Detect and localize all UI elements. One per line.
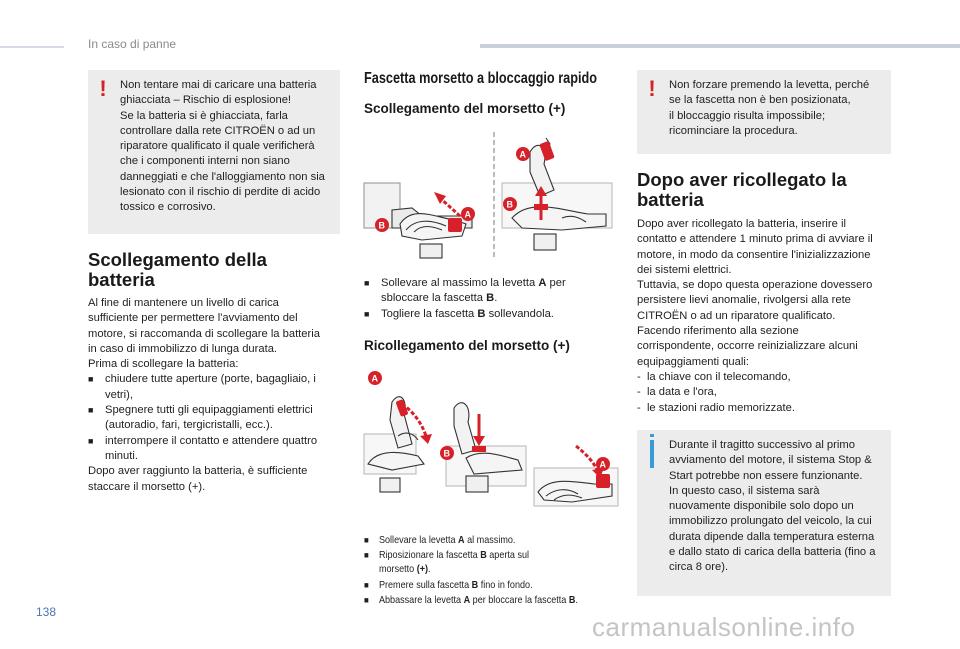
text-line: il bloccaggio risulta impossibile; <box>669 109 826 122</box>
subtitle-reconnect-clamp: Ricollegamento del morsetto (+) <box>364 338 570 353</box>
svg-text:B: B <box>506 199 513 210</box>
disconnect-steps: ■ Sollevare al massimo la levetta A per sbloccare la fascetta B. ■ Togliere la fascetta B sollevandola. <box>364 276 618 322</box>
watermark: carmanualsonline.info <box>592 612 856 642</box>
bullet-icon: ■ <box>364 535 369 545</box>
warning-icon: ! <box>99 76 107 101</box>
list-item: ■ Spegnere tutti gli equipaggiamenti elettrici <box>88 403 340 418</box>
disconnect-battery-text: Al fine di mantenere un livello di carica sufficiente per permettere l'avviamento del motore, si raccomanda di scollegare la batteria in caso di immobilizzo di lunga durata. Prima di scollegare la batteria: ■ chiudere tutte aperture (porte, bagagliaio, i vetri), ■ Spegnere tutti gli equipaggiamenti elettrici (autoradio, fari, tergicristalli, ecc.). ■ interrompere il contatto e attendere quattro minuti. Dopo aver raggiunto la batteria, è sufficiente staccare il morsetto (+). <box>88 296 340 495</box>
svg-text:A: A <box>519 149 526 160</box>
bullet-icon: ■ <box>364 308 370 319</box>
list-item: ■ chiudere tutte aperture (porte, bagagliaio, i <box>88 372 340 387</box>
info-box-stop-start <box>637 430 891 596</box>
text-line: - la data e l'ora, <box>637 386 717 399</box>
list-item: ■ Riposizionare la fascetta B aperta sul <box>364 550 530 562</box>
list-item: ■ interrompere il contatto e attendere quattro <box>88 434 340 449</box>
svg-text:B: B <box>378 220 385 231</box>
list-item: ■ Sollevare la levetta A al massimo. <box>364 535 516 546</box>
svg-text:B: B <box>443 448 450 459</box>
text-line: Non tentare mai di caricare una batteria <box>120 79 317 91</box>
section-header: In caso di panne <box>88 37 177 51</box>
warning-text <box>669 78 881 139</box>
text-line: equipaggiamenti quali: <box>637 355 749 368</box>
text-line: riparatore qualificato il quale verificherà <box>120 140 315 153</box>
text-line: avviamento del motore, il sistema Stop & <box>669 454 872 467</box>
text-line: Tuttavia, se dopo questa operazione dovessero <box>637 279 873 292</box>
text-line: che i componenti interni non siano <box>120 155 290 168</box>
header-rule-right <box>480 44 960 48</box>
list-item: ■ Sollevare al massimo la levetta A per <box>364 276 618 291</box>
text-line: tossico e corrosivo. <box>120 201 216 214</box>
svg-text:A: A <box>599 459 606 470</box>
bullet-icon: ■ <box>88 405 94 416</box>
subtitle-disconnect-clamp: Scollegamento del morsetto (+) <box>364 101 566 116</box>
bullet-icon: ■ <box>364 579 369 590</box>
list-item: ■ Togliere la fascetta B sollevandola. <box>364 307 618 322</box>
text-line: nuovamente disponibile solo dopo un <box>669 500 854 513</box>
bullet-icon: ■ <box>364 550 369 561</box>
text-line: contatto e attendere 1 minuto prima di avviare il <box>637 233 873 246</box>
list-item: ■ Abbassare la levetta A per bloccare la fascetta B. <box>364 594 578 606</box>
list-item: ■ Premere sulla fascetta B fino in fondo. <box>364 579 533 591</box>
warning-box-frozen-battery <box>88 70 340 234</box>
bullet-icon: ■ <box>364 278 370 288</box>
text-line: Se la batteria si è ghiacciata, farla <box>120 109 288 122</box>
info-icon-dot <box>650 434 654 437</box>
section-title-after-reconnect: Dopo aver ricollegato la batteria <box>637 169 847 210</box>
reconnect-steps: ■ Sollevare la levetta A al massimo. ■ Riposizionare la fascetta B aperta sul morsetto (+). ■ Premere sulla fascetta B fino in fondo. ■ Abbassare la levetta A per bloccare la fascetta B. <box>364 533 619 608</box>
text-line: corrispondente, occorre reinizializzare alcuni <box>637 340 858 353</box>
clamp-disconnect-illustration <box>362 128 620 263</box>
text-line: Start potrebbe non essere funzionante. <box>669 469 863 482</box>
bullet-icon: ■ <box>88 435 94 446</box>
warning-text <box>120 78 330 216</box>
header-rule-left <box>0 46 64 48</box>
text-line: dei sistemi elettrici. <box>637 263 732 276</box>
text-line: Dopo aver ricollegato la batteria, inserire il <box>637 218 846 230</box>
text-line: persistere lievi anomalie, rivolgersi alla rete <box>637 294 851 307</box>
text-line: - le stazioni radio memorizzate. <box>637 401 795 414</box>
svg-text:A: A <box>371 373 378 384</box>
text-line: - la chiave con il telecomando, <box>637 370 791 383</box>
text-line: motore, in modo da consentire l'inizializzazione <box>637 248 871 261</box>
text-line: In questo caso, il sistema sarà <box>669 484 820 497</box>
section-title-disconnect-battery: Scollegamento della batteria <box>88 249 267 290</box>
after-reconnect-text <box>637 217 893 416</box>
text-line: lesionato con il rischio di perdite di acido <box>120 186 321 199</box>
warning-box-lever <box>637 70 891 154</box>
text-line: durata dipende dalla temperatura esterna <box>669 530 875 543</box>
svg-text:A: A <box>464 209 471 220</box>
warning-icon: ! <box>648 76 656 101</box>
text-line: se la fascetta non è ben posizionata, <box>669 94 851 107</box>
text-line: Non forzare premendo la levetta, perché <box>669 79 870 91</box>
info-icon <box>650 440 654 468</box>
bullet-icon: ■ <box>364 594 369 605</box>
text-line: e dallo stato di carica della batteria (fino a <box>669 546 876 559</box>
text-line: Facendo riferimento alla sezione <box>637 325 799 338</box>
text-line: CITROËN o ad un riparatore qualificato. <box>637 309 836 322</box>
info-text <box>669 438 881 576</box>
text-line: ghiacciata – Rischio di esplosione! <box>120 94 292 107</box>
bullet-icon: ■ <box>88 374 94 385</box>
text-line: immobilizzo prolungato del veicolo, la cui <box>669 515 872 528</box>
text-line: danneggiati e che l'alloggiamento non sia <box>120 170 325 183</box>
text-line: Durante il tragitto successivo al primo <box>669 439 855 451</box>
clamp-reconnect-illustration <box>362 364 620 514</box>
text-line: ricominciare la procedura. <box>669 124 798 137</box>
page-number: 138 <box>36 605 57 619</box>
text-line: circa 8 ore). <box>669 561 729 574</box>
section-title-quick-clamp: Fascetta morsetto a bloccaggio rapido <box>364 70 598 87</box>
text-line: controllare dalla rete CITROËN o ad un <box>120 124 316 137</box>
